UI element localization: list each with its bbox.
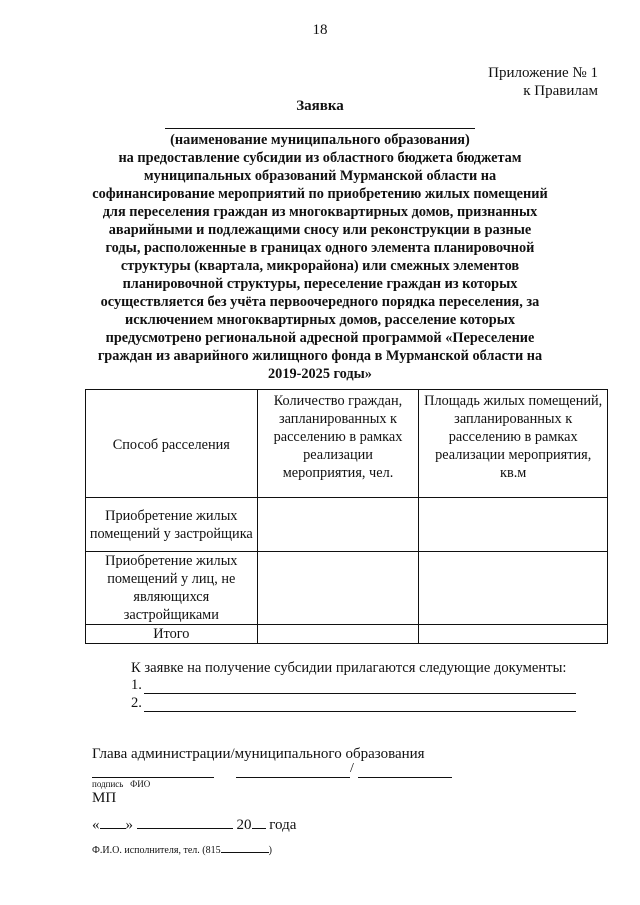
row-cell	[419, 552, 608, 625]
name-separator: /	[350, 761, 354, 776]
attachment-item-1	[131, 676, 576, 694]
executor-label: Ф.И.О. исполнителя, тел. (815	[92, 845, 221, 856]
caption-signature: подпись	[92, 779, 124, 789]
appendix-line-1: Приложение № 1	[488, 65, 598, 81]
table-header-row	[86, 390, 608, 498]
stamp-label: МП	[92, 790, 117, 806]
municipality-name-line	[165, 128, 475, 129]
row-label: Приобретение жилых помещений у лиц, не являющихся застройщиками	[86, 552, 258, 625]
appendix-reference	[488, 64, 598, 100]
attachment-item-2	[131, 694, 576, 712]
year-blank	[252, 815, 266, 829]
row-cell	[257, 498, 419, 552]
row-cell	[419, 498, 608, 552]
signature-line	[92, 777, 214, 778]
attachment-number: 2.	[131, 695, 142, 711]
attachment-blank-line	[144, 697, 576, 712]
year-prefix: 20	[236, 817, 252, 833]
row-cell	[257, 625, 419, 644]
phone-blank	[221, 843, 269, 853]
document-heading	[92, 131, 548, 383]
table-row	[86, 498, 608, 552]
attachment-number: 1.	[131, 677, 142, 693]
heading-body: на предоставление субсидии из областного бюджета бюджетам муниципальных образований Мурманской области на софинансирование мероприятий по приобретению жилых помещений для переселения граждан из многоквартирных домов, признанных аварийными и подлежащими сносу или реконструкции в разные годы, расположенные в границах одного элемента планировочной структуры (квартала, микрорайона) или смежных элементов планировочной структуры, переселение граждан из которых осуществляется без учёта первоочередного порядка переселения, за исключением многоквартирных домов, расселение которых предусмотрено региональной адресной программой «Переселение граждан из аварийного жилищного фонда в Мурманской области на 2019-2025 годы»	[92, 150, 548, 382]
row-cell	[419, 625, 608, 644]
attachment-blank-line	[144, 679, 576, 694]
appendix-line-2: к Правилам	[523, 83, 598, 99]
table-row	[86, 552, 608, 625]
date-close-quote: »	[125, 817, 133, 833]
name-line-2	[358, 777, 452, 778]
header-citizens-count: Количество граждан, запланированных к расселению в рамках реализации мероприятия, чел.	[257, 390, 419, 498]
total-label: Итого	[86, 625, 258, 644]
month-blank	[137, 815, 233, 829]
day-blank	[100, 815, 126, 829]
document-title: Заявка	[296, 98, 344, 114]
executor-close: )	[268, 845, 272, 856]
municipality-caption: (наименование муниципального образования)	[170, 132, 470, 148]
resettlement-table	[85, 389, 608, 644]
year-suffix: года	[269, 817, 297, 833]
signature-caption	[92, 779, 150, 789]
caption-name: ФИО	[130, 779, 151, 789]
header-method: Способ расселения	[86, 390, 258, 498]
head-of-administration-label: Глава администрации/муниципального образования	[92, 746, 425, 762]
date-line	[92, 815, 296, 834]
table-total-row	[86, 625, 608, 644]
header-living-area: Площадь жилых помещений, запланированных к расселению в рамках реализации мероприятия, кв.м	[419, 390, 608, 498]
attachments-intro: К заявке на получение субсидии прилагаются следующие документы:	[131, 660, 567, 676]
row-cell	[257, 552, 419, 625]
name-line-1	[236, 777, 350, 778]
date-open-quote: «	[92, 817, 100, 833]
executor-info	[92, 843, 272, 856]
row-label: Приобретение жилых помещений у застройщика	[86, 498, 258, 552]
page-number: 18	[312, 22, 328, 38]
